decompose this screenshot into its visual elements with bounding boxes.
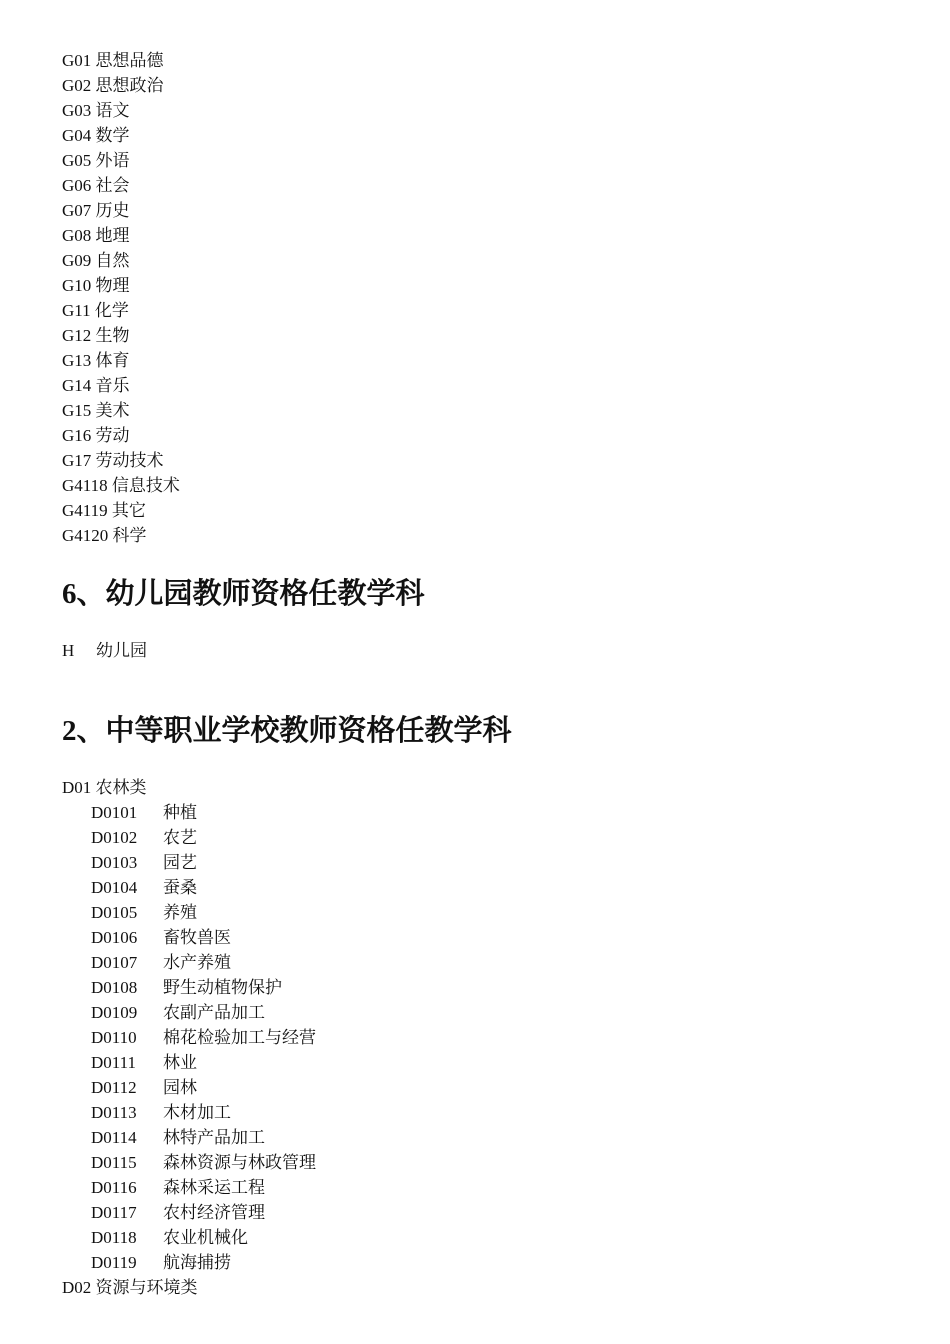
- subject-item: G06 社会: [62, 176, 130, 195]
- subject-name: 蚕桑: [163, 878, 197, 897]
- subject-item: G4120 科学: [62, 526, 147, 545]
- vocational-subject-item: [62, 1125, 902, 1150]
- subject-item: G4119 其它: [62, 501, 146, 520]
- vocational-subject-item: [62, 1225, 902, 1250]
- subject-name: 林特产品加工: [163, 1128, 265, 1147]
- subject-code: D0104: [91, 878, 138, 897]
- subject-item: G03 语文: [62, 101, 130, 120]
- subject-name: 园艺: [163, 853, 197, 872]
- subject-item: G09 自然: [62, 251, 130, 270]
- subject-name: 野生动植物保护: [163, 978, 282, 997]
- subject-item: G4118 信息技术: [62, 476, 180, 495]
- subject-item: G10 物理: [62, 276, 130, 295]
- subject-name: 木材加工: [163, 1103, 231, 1122]
- subject-code: D0115: [91, 1153, 137, 1172]
- subject-item: G15 美术: [62, 401, 130, 420]
- subject-item: G04 数学: [62, 126, 130, 145]
- subject-name: 林业: [163, 1053, 197, 1072]
- subject-item: G02 思想政治: [62, 76, 164, 95]
- subject-item: G01 思想品德: [62, 51, 164, 70]
- vocational-subject-item: [62, 950, 902, 975]
- subject-code: D0102: [91, 828, 138, 847]
- subject-code: D0112: [91, 1078, 137, 1097]
- subject-code: D0116: [91, 1178, 137, 1197]
- subject-code: D0119: [91, 1253, 137, 1272]
- subject-code: D0105: [91, 903, 138, 922]
- vocational-subject-item: [62, 975, 902, 1000]
- vocational-subject-item: [62, 1200, 902, 1225]
- subject-name: 农副产品加工: [163, 1003, 265, 1022]
- vocational-subject-item: [62, 875, 902, 900]
- vocational-subject-item: [62, 925, 902, 950]
- vocational-heading: 2、中等职业学校教师资格任教学科: [62, 715, 512, 747]
- vocational-subject-item: [62, 825, 902, 850]
- vocational-subject-item: [62, 1000, 902, 1025]
- vocational-subject-item: [62, 800, 902, 825]
- kindergarten-heading: 6、幼儿园教师资格任教学科: [62, 578, 425, 610]
- vocational-subject-item: [62, 1250, 902, 1275]
- subject-list: [62, 48, 902, 548]
- subject-item: G13 体育: [62, 351, 130, 370]
- category-d01: D01 农林类: [62, 778, 147, 797]
- category-d02: D02 资源与环境类: [62, 1278, 198, 1297]
- subject-code: D0111: [91, 1053, 137, 1072]
- subject-name: 农艺: [163, 828, 197, 847]
- subject-item: G08 地理: [62, 226, 130, 245]
- vocational-subject-item: [62, 1100, 902, 1125]
- subject-code: D0110: [91, 1028, 137, 1047]
- vocational-subject-item: [62, 850, 902, 875]
- kindergarten-item: [62, 638, 902, 663]
- subject-name: 森林采运工程: [163, 1178, 265, 1197]
- subject-item: G05 外语: [62, 151, 130, 170]
- subject-item: G12 生物: [62, 326, 130, 345]
- subject-name: 棉花检验加工与经营: [163, 1028, 316, 1047]
- subject-name: 水产养殖: [163, 953, 231, 972]
- subject-name: 农村经济管理: [163, 1203, 265, 1222]
- subject-code: D0114: [91, 1128, 137, 1147]
- subject-code: D0106: [91, 928, 138, 947]
- subject-name: 森林资源与林政管理: [163, 1153, 316, 1172]
- subject-name: 畜牧兽医: [163, 928, 231, 947]
- vocational-subject-item: [62, 1050, 902, 1075]
- subject-code: D0118: [91, 1228, 137, 1247]
- vocational-subject-list: [62, 800, 902, 1275]
- vocational-subject-item: [62, 1175, 902, 1200]
- document-page: [62, 48, 902, 1300]
- subject-item: G11 化学: [62, 301, 129, 320]
- subject-name: 农业机械化: [163, 1228, 248, 1247]
- subject-code: D0108: [91, 978, 138, 997]
- subject-code: D0113: [91, 1103, 137, 1122]
- subject-item: G17 劳动技术: [62, 451, 164, 470]
- subject-item: G14 音乐: [62, 376, 130, 395]
- subject-item: G07 历史: [62, 201, 130, 220]
- subject-item: G16 劳动: [62, 426, 130, 445]
- subject-code: D0103: [91, 853, 138, 872]
- subject-code: D0107: [91, 953, 138, 972]
- vocational-subject-item: [62, 1025, 902, 1050]
- kindergarten-name: 幼儿园: [96, 641, 147, 660]
- subject-name: 航海捕捞: [163, 1253, 231, 1272]
- subject-name: 种植: [163, 803, 197, 822]
- subject-code: D0101: [91, 803, 138, 822]
- subject-name: 养殖: [163, 903, 197, 922]
- kindergarten-code: H: [62, 641, 75, 660]
- subject-code: D0109: [91, 1003, 138, 1022]
- vocational-subject-item: [62, 1075, 902, 1100]
- vocational-subject-item: [62, 900, 902, 925]
- subject-name: 园林: [163, 1078, 197, 1097]
- vocational-subject-item: [62, 1150, 902, 1175]
- subject-code: D0117: [91, 1203, 137, 1222]
